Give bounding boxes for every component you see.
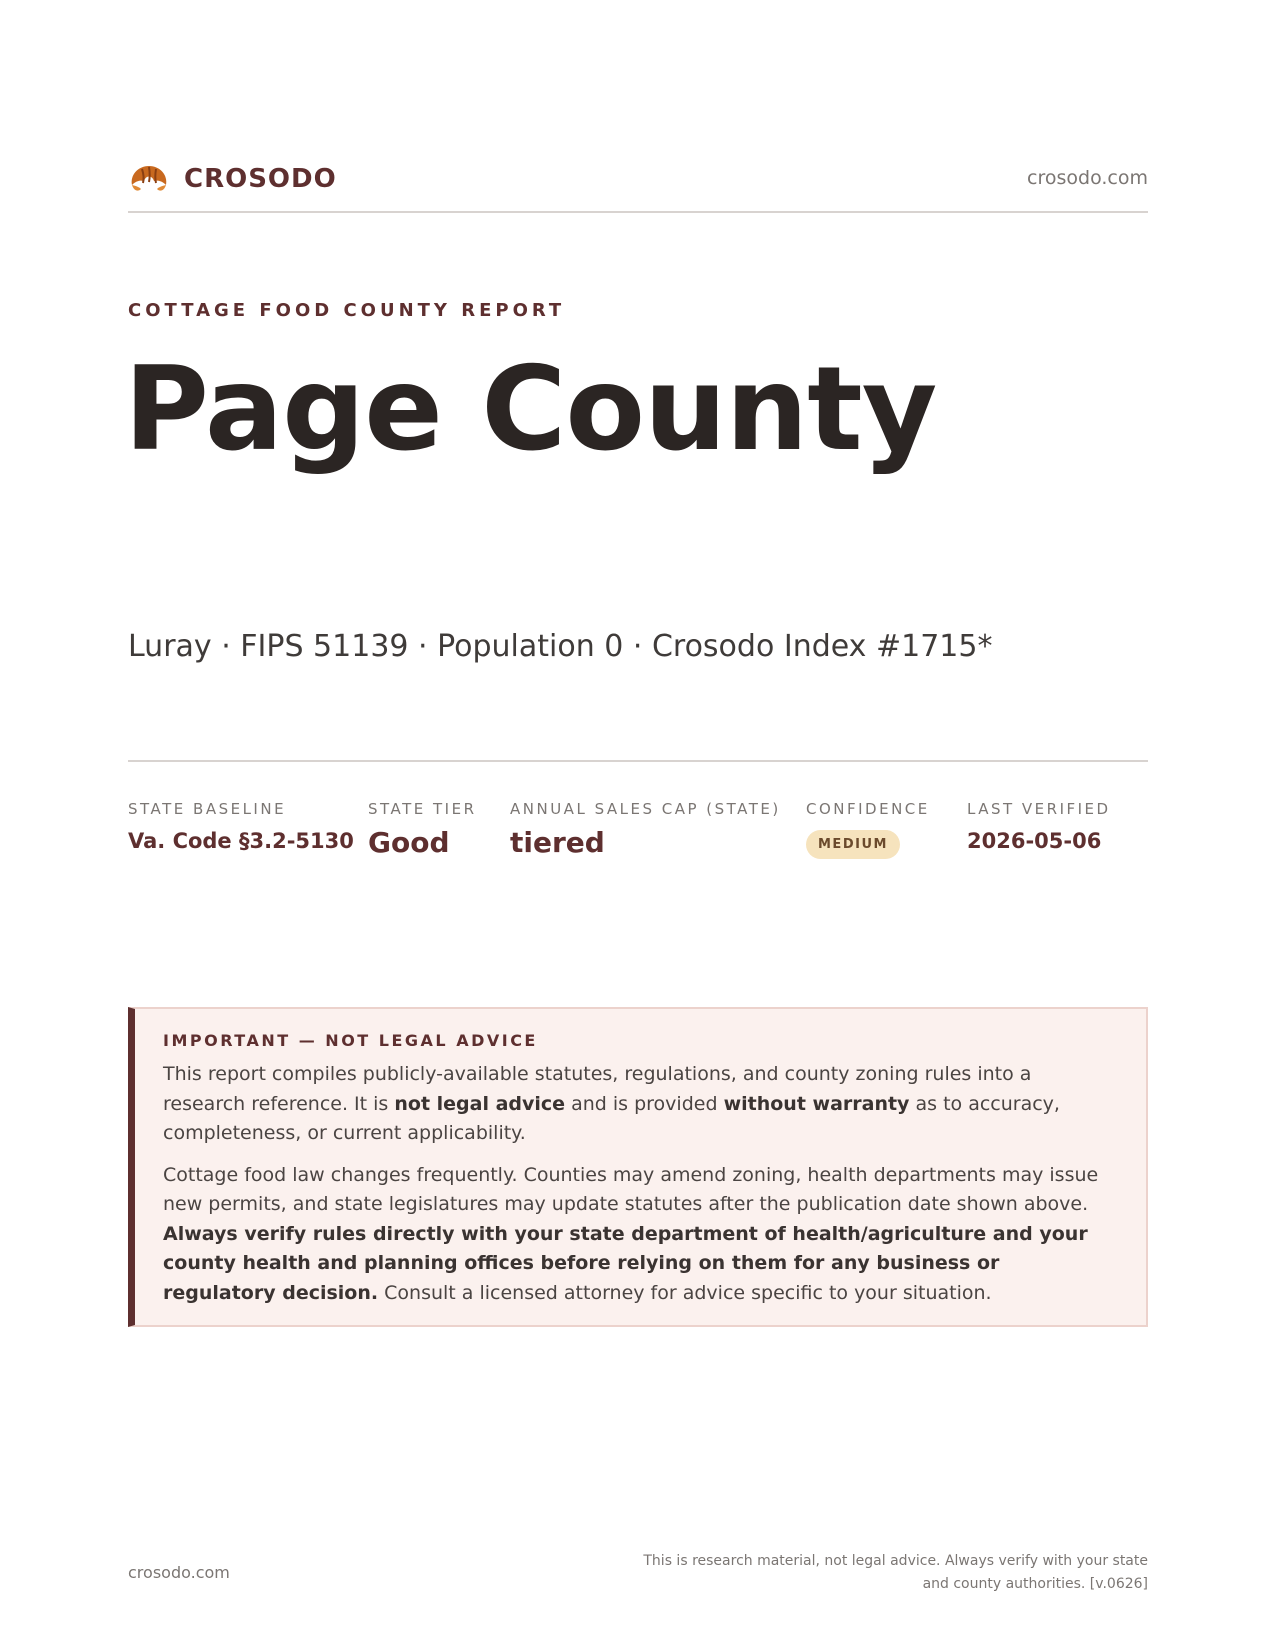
page-header (128, 155, 1148, 213)
stat-last-verified (967, 800, 1111, 853)
stat-state-tier (368, 800, 477, 859)
footer-site-url[interactable]: crosodo.com (128, 1563, 230, 1582)
stat-annual-sales-cap (510, 800, 781, 859)
county-meta-line: Luray · FIPS 51139 · Population 0 · Crosodo Index #1715* (128, 629, 993, 664)
confidence-badge: MEDIUM (806, 830, 900, 859)
report-eyebrow: COTTAGE FOOD COUNTY REPORT (128, 300, 566, 321)
footer-disclaimer-line: This is research material, not legal advice. Always verify with your state (643, 1553, 1148, 1569)
stat-confidence (806, 800, 930, 859)
stat-label: LAST VERIFIED (967, 800, 1111, 818)
notice-text: and is provided (565, 1092, 724, 1115)
page-title: Page County (124, 342, 937, 477)
notice-emphasis: not legal advice (394, 1092, 566, 1115)
notice-title: IMPORTANT — NOT LEGAL ADVICE (163, 1031, 538, 1050)
notice-text: This report compiles publicly-available statutes, regulations, and county zoning rules into a research reference. It is (163, 1063, 1032, 1115)
stat-label: STATE BASELINE (128, 800, 287, 818)
report-page (124, 0, 1148, 1650)
notice-paragraph-2 (163, 1161, 1118, 1309)
notice-paragraph-1 (163, 1060, 1118, 1149)
stat-label: STATE TIER (368, 800, 477, 818)
notice-emphasis: without warranty (723, 1092, 910, 1115)
footer-disclaimer (588, 1550, 1148, 1596)
brand-name: CROSODO (184, 164, 337, 194)
stat-value: Va. Code §3.2-5130 (128, 829, 354, 853)
footer-disclaimer-line: and county authorities. [v.0626] (922, 1576, 1148, 1592)
brand[interactable] (128, 161, 337, 197)
stat-label: ANNUAL SALES CAP (STATE) (510, 800, 781, 818)
stat-label: CONFIDENCE (806, 800, 930, 818)
stat-value: tiered (510, 826, 605, 859)
stat-value: 2026-05-06 (967, 829, 1102, 853)
stat-state-baseline (128, 800, 354, 853)
notice-text: Consult a licensed attorney for advice specific to your situation. (378, 1281, 992, 1304)
croissant-icon (128, 161, 170, 197)
notice-emphasis: Always verify rules directly with your state department of health/agriculture and your county health and planning offices before relying on them for any business or regulatory decision. (163, 1222, 1088, 1304)
notice-text: as to accuracy, completeness, or current applicability. (163, 1092, 1060, 1144)
stats-row (128, 760, 1148, 859)
legal-notice-box (128, 1007, 1148, 1327)
notice-text: Cottage food law changes frequently. Counties may amend zoning, health departments may issue new permits, and state legislatures may update statutes after the publication date shown above. (163, 1163, 1099, 1215)
stat-value: Good (368, 826, 450, 859)
site-url-link[interactable]: crosodo.com (1027, 167, 1148, 189)
